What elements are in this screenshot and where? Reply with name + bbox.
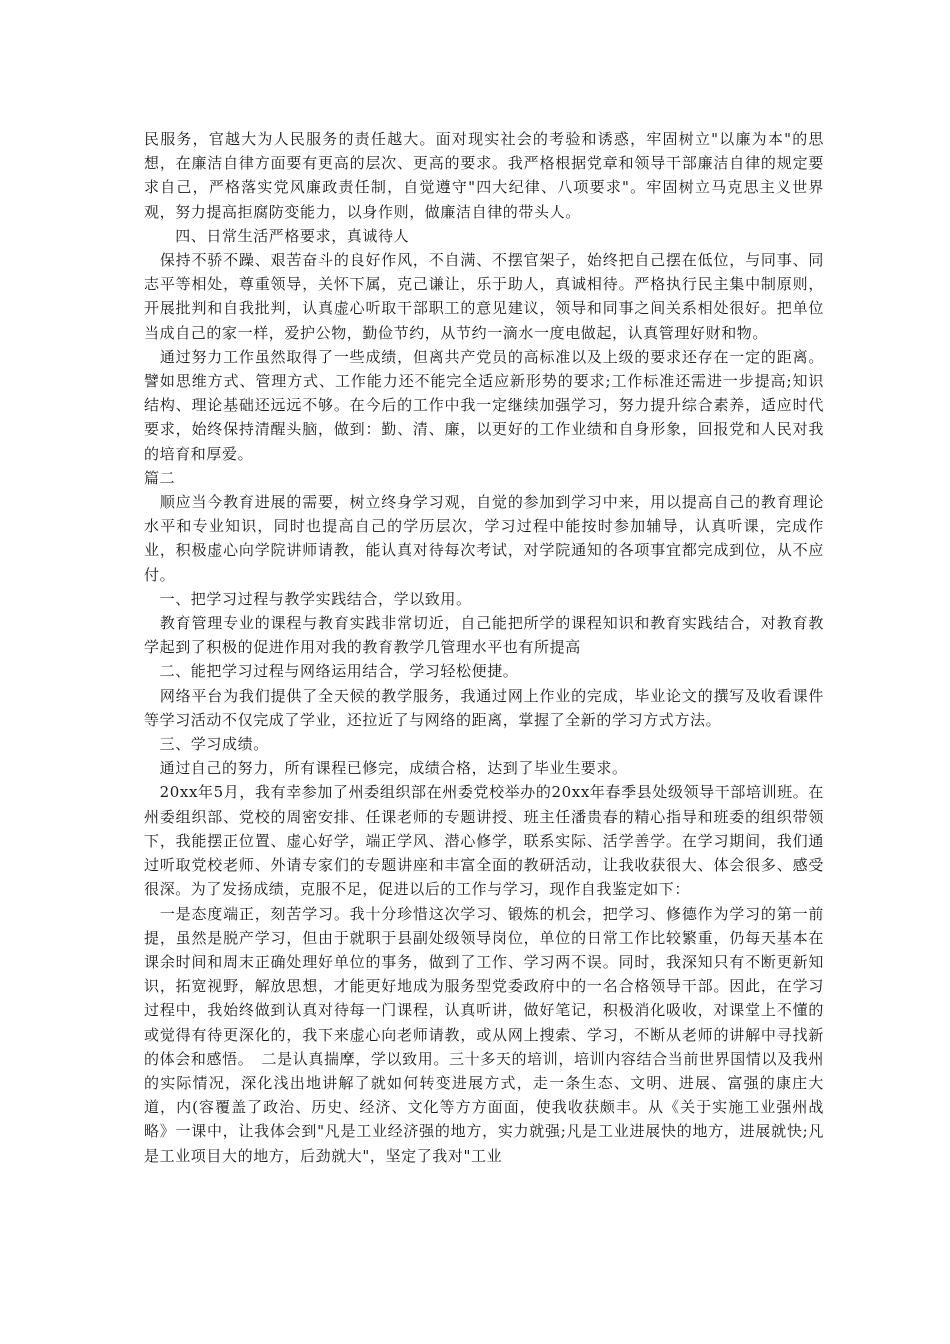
paragraph-daily-life: 保持不骄不躁、艰苦奋斗的良好作风，不自满、不摆官架子，始终把自己摆在低位，与同事、同志平等相处，尊重领导，关怀下属，克己谦让，乐于助人，真诚相待。严格执行民主集中制原则，开展批判和自我批判，认真虚心听取干部职工的意见建议，领导和同事之间关系相处很好。把单位当成自己的家一样，爱护公物，勤俭节约，从节约一滴水一度电做起，认真管理好财和物。	[144, 251, 824, 342]
heading-study-results: 三、学习成绩。	[144, 735, 269, 754]
paragraph-attitude: 一是态度端正，刻苦学习。我十分珍惜这次学习、锻炼的机会，把学习、修德作为学习的第一前提，虽然是脱产学习，但由于就职于县副处级领导岗位，单位的日常工作比较繁重，仍每天基本在课余时间和周末正确处理好单位的事务，做到了工作、学习两不误。同时，我深知只有不断更新知识，拓宽视野，解放思想，才能更好地成为服务型党委政府中的一名合格领导干部。因此，在学习过程中，我始终做到认真对待每一门课程，认真听讲，做好笔记，积极消化吸收，对课堂上不懂的或觉得有待更深化的，我下来虚心向老师请教，或从网上搜索、学习，不断从老师的讲解中寻找新的体会和感悟。 二是认真揣摩，学以致用。三十多天的培训，培训内容结合当前世界国情以及我州的实际情况，深化浅出地讲解了就如何转变进展方式，走一条生态、文明、进展、富强的康庄大道，内(容覆盖了政治、历史、经济、文化等方方面面，使我收获颇丰。从《关于实施工业强州战略》一课中，让我体会到"凡是工业经济强的地方，实力就强;凡是工业进展快的地方，进展就快;凡是工业项目大的地方，后劲就大"，坚定了我对"工业	[144, 904, 824, 1165]
paragraph-training-class: 20xx年5月，我有幸参加了州委组织部在州委党校举办的20xx年春季县处级领导干部培训班。在州委组织部、党校的周密安排、任课老师的专题讲授、班主任潘贵春的精心指导和班委的组织带领下，我能摆正位置、虚心好学，端正学风、潜心修学，联系实际、活学善学。在学习期间，我们通过听取党校老师、外请专家们的专题讲座和丰富全面的教研活动，让我收获很大、体会很多、感受很深。为了发扬成绩，克服不足，促进以后的工作与学习，现作自我鉴定如下：	[144, 783, 824, 899]
paragraph-integrity: 民服务，官越大为人民服务的责任越大。面对现实社会的考验和诱惑，牢固树立"以廉为本"的思想，在廉洁自律方面要有更高的层次、更高的要求。我严格根据党章和领导干部廉洁自律的规定要求自己，严格落实党风廉政责任制，自觉遵守"四大纪律、八项要求"。牢固树立马克思主义世界观，努力提高拒腐防变能力，以身作则，做廉洁自律的带头人。	[144, 130, 824, 221]
paragraph-study-results: 通过自己的努力，所有课程已修完，成绩合格，达到了毕业生要求。	[144, 759, 628, 778]
heading-network-study: 二、能把学习过程与网络运用结合，学习轻松便捷。	[144, 662, 519, 681]
paragraph-network-study: 网络平台为我们提供了全天候的教学服务，我通过网上作业的完成，毕业论文的撰写及收看课件等学习活动不仅完成了学业，还拉近了与网络的距离，掌握了全新的学习方式方法。	[144, 686, 824, 729]
heading-study-practice: 一、把学习过程与教学实践结合，学以致用。	[144, 589, 472, 608]
heading-daily-life: 四、日常生活严格要求，真诚待人	[144, 226, 410, 245]
section-title-part-two: 篇二	[144, 468, 176, 487]
paragraph-shortcomings: 通过努力工作虽然取得了一些成绩，但离共产党员的高标准以及上级的要求还存在一定的距离。譬如思维方式、管理方式、工作能力还不能完全适应新形势的要求;工作标准还需进一步提高;知识结构、理论基础还远远不够。在今后的工作中我一定继续加强学习，努力提升综合素养，适应时代要求，始终保持清醒头脑，做到：勤、清、廉，以更好的工作业绩和自身形象，回报党和人民对我的培育和厚爱。	[144, 347, 824, 463]
paragraph-study-practice: 教育管理专业的课程与教育实践非常切近，自己能把所学的课程知识和教育实践结合，对教育教学起到了积极的促进作用对我的教育教学几管理水平也有所提高	[144, 614, 824, 657]
paragraph-lifelong-learning: 顺应当今教育进展的需要，树立终身学习观，自觉的参加到学习中来，用以提高自己的教育理论水平和专业知识，同时也提高自己的学历层次，学习过程中能按时参加辅导，认真听课，完成作业，积极虚心向学院讲师请教，能认真对待每次考试，对学院通知的各项事宜都完成到位，从不应付。	[144, 493, 824, 584]
document-page	[144, 127, 824, 1168]
